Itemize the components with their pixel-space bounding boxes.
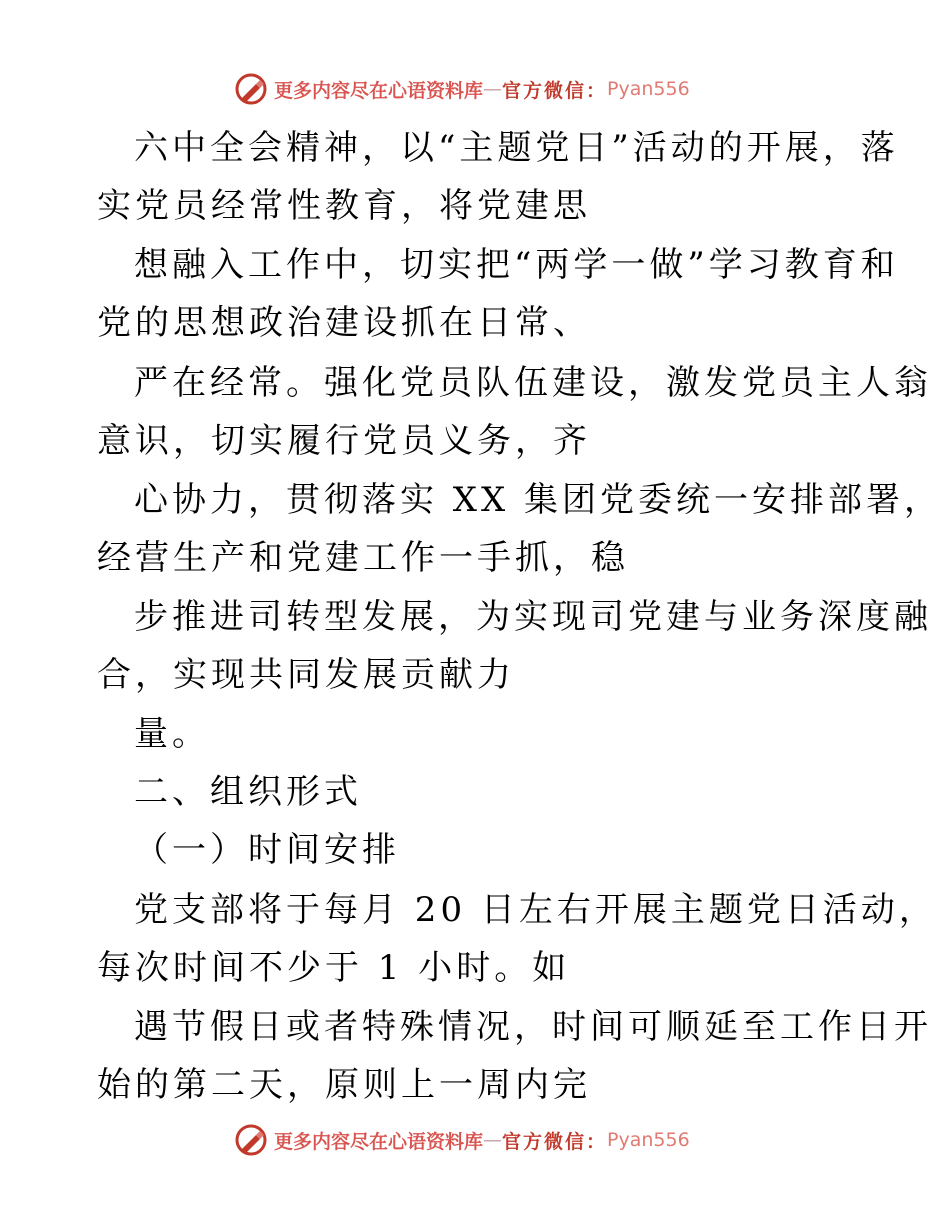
paragraph-line: 心协力，贯彻落实 XX 集团党委统一安排部署， (134, 480, 943, 520)
paragraph-line: 合，实现共同发展贡献力 (97, 655, 515, 695)
pen-logo-icon (234, 1123, 268, 1157)
pen-logo-icon (234, 72, 268, 106)
paragraph-line: 严在经常。强化党员队伍建设，激发党员主人翁 (134, 363, 932, 403)
paragraph-line: 经营生产和党建工作一手抓，稳 (97, 538, 629, 578)
footer-watermark (234, 1123, 754, 1157)
watermark-id: Pyan556 (607, 78, 690, 100)
paragraph-line: 遇节假日或者特殊情况，时间可顺延至工作日开 (134, 1007, 932, 1047)
watermark-label: 官方微信： (502, 1130, 608, 1153)
paragraph-line: 六中全会精神，以“主题党日”活动的开展，落 (134, 128, 899, 168)
paragraph-line: 党支部将于每月 20 日左右开展主题党日活动， (134, 890, 937, 930)
paragraph-line: 党的思想政治建设抓在日常、 (97, 303, 591, 343)
paragraph-line: 每次时间不少于 1 小时。如 (97, 948, 571, 988)
paragraph-line: 始的第二天，原则上一周内完 (97, 1065, 591, 1105)
section-heading: 二、组织形式 (134, 772, 362, 812)
paragraph-line: 想融入工作中，切实把“两学一做”学习教育和 (134, 245, 899, 285)
paragraph-line: 实党员经常性教育，将党建思 (97, 186, 591, 226)
watermark-dash: — (483, 78, 503, 100)
paragraph-line: 意识，切实履行党员义务，齐 (97, 421, 591, 461)
subsection-heading: （一）时间安排 (134, 830, 400, 870)
paragraph-line: 步推进司转型发展，为实现司党建与业务深度融 (134, 597, 932, 637)
watermark-label: 官方微信： (502, 79, 608, 102)
watermark-dash: — (483, 1129, 503, 1151)
watermark-main-text: 更多内容尽在心语资料库 (274, 1130, 484, 1153)
header-watermark (234, 72, 754, 106)
watermark-main-text: 更多内容尽在心语资料库 (274, 79, 484, 102)
paragraph-line: 量。 (134, 714, 210, 754)
watermark-id: Pyan556 (607, 1129, 690, 1151)
